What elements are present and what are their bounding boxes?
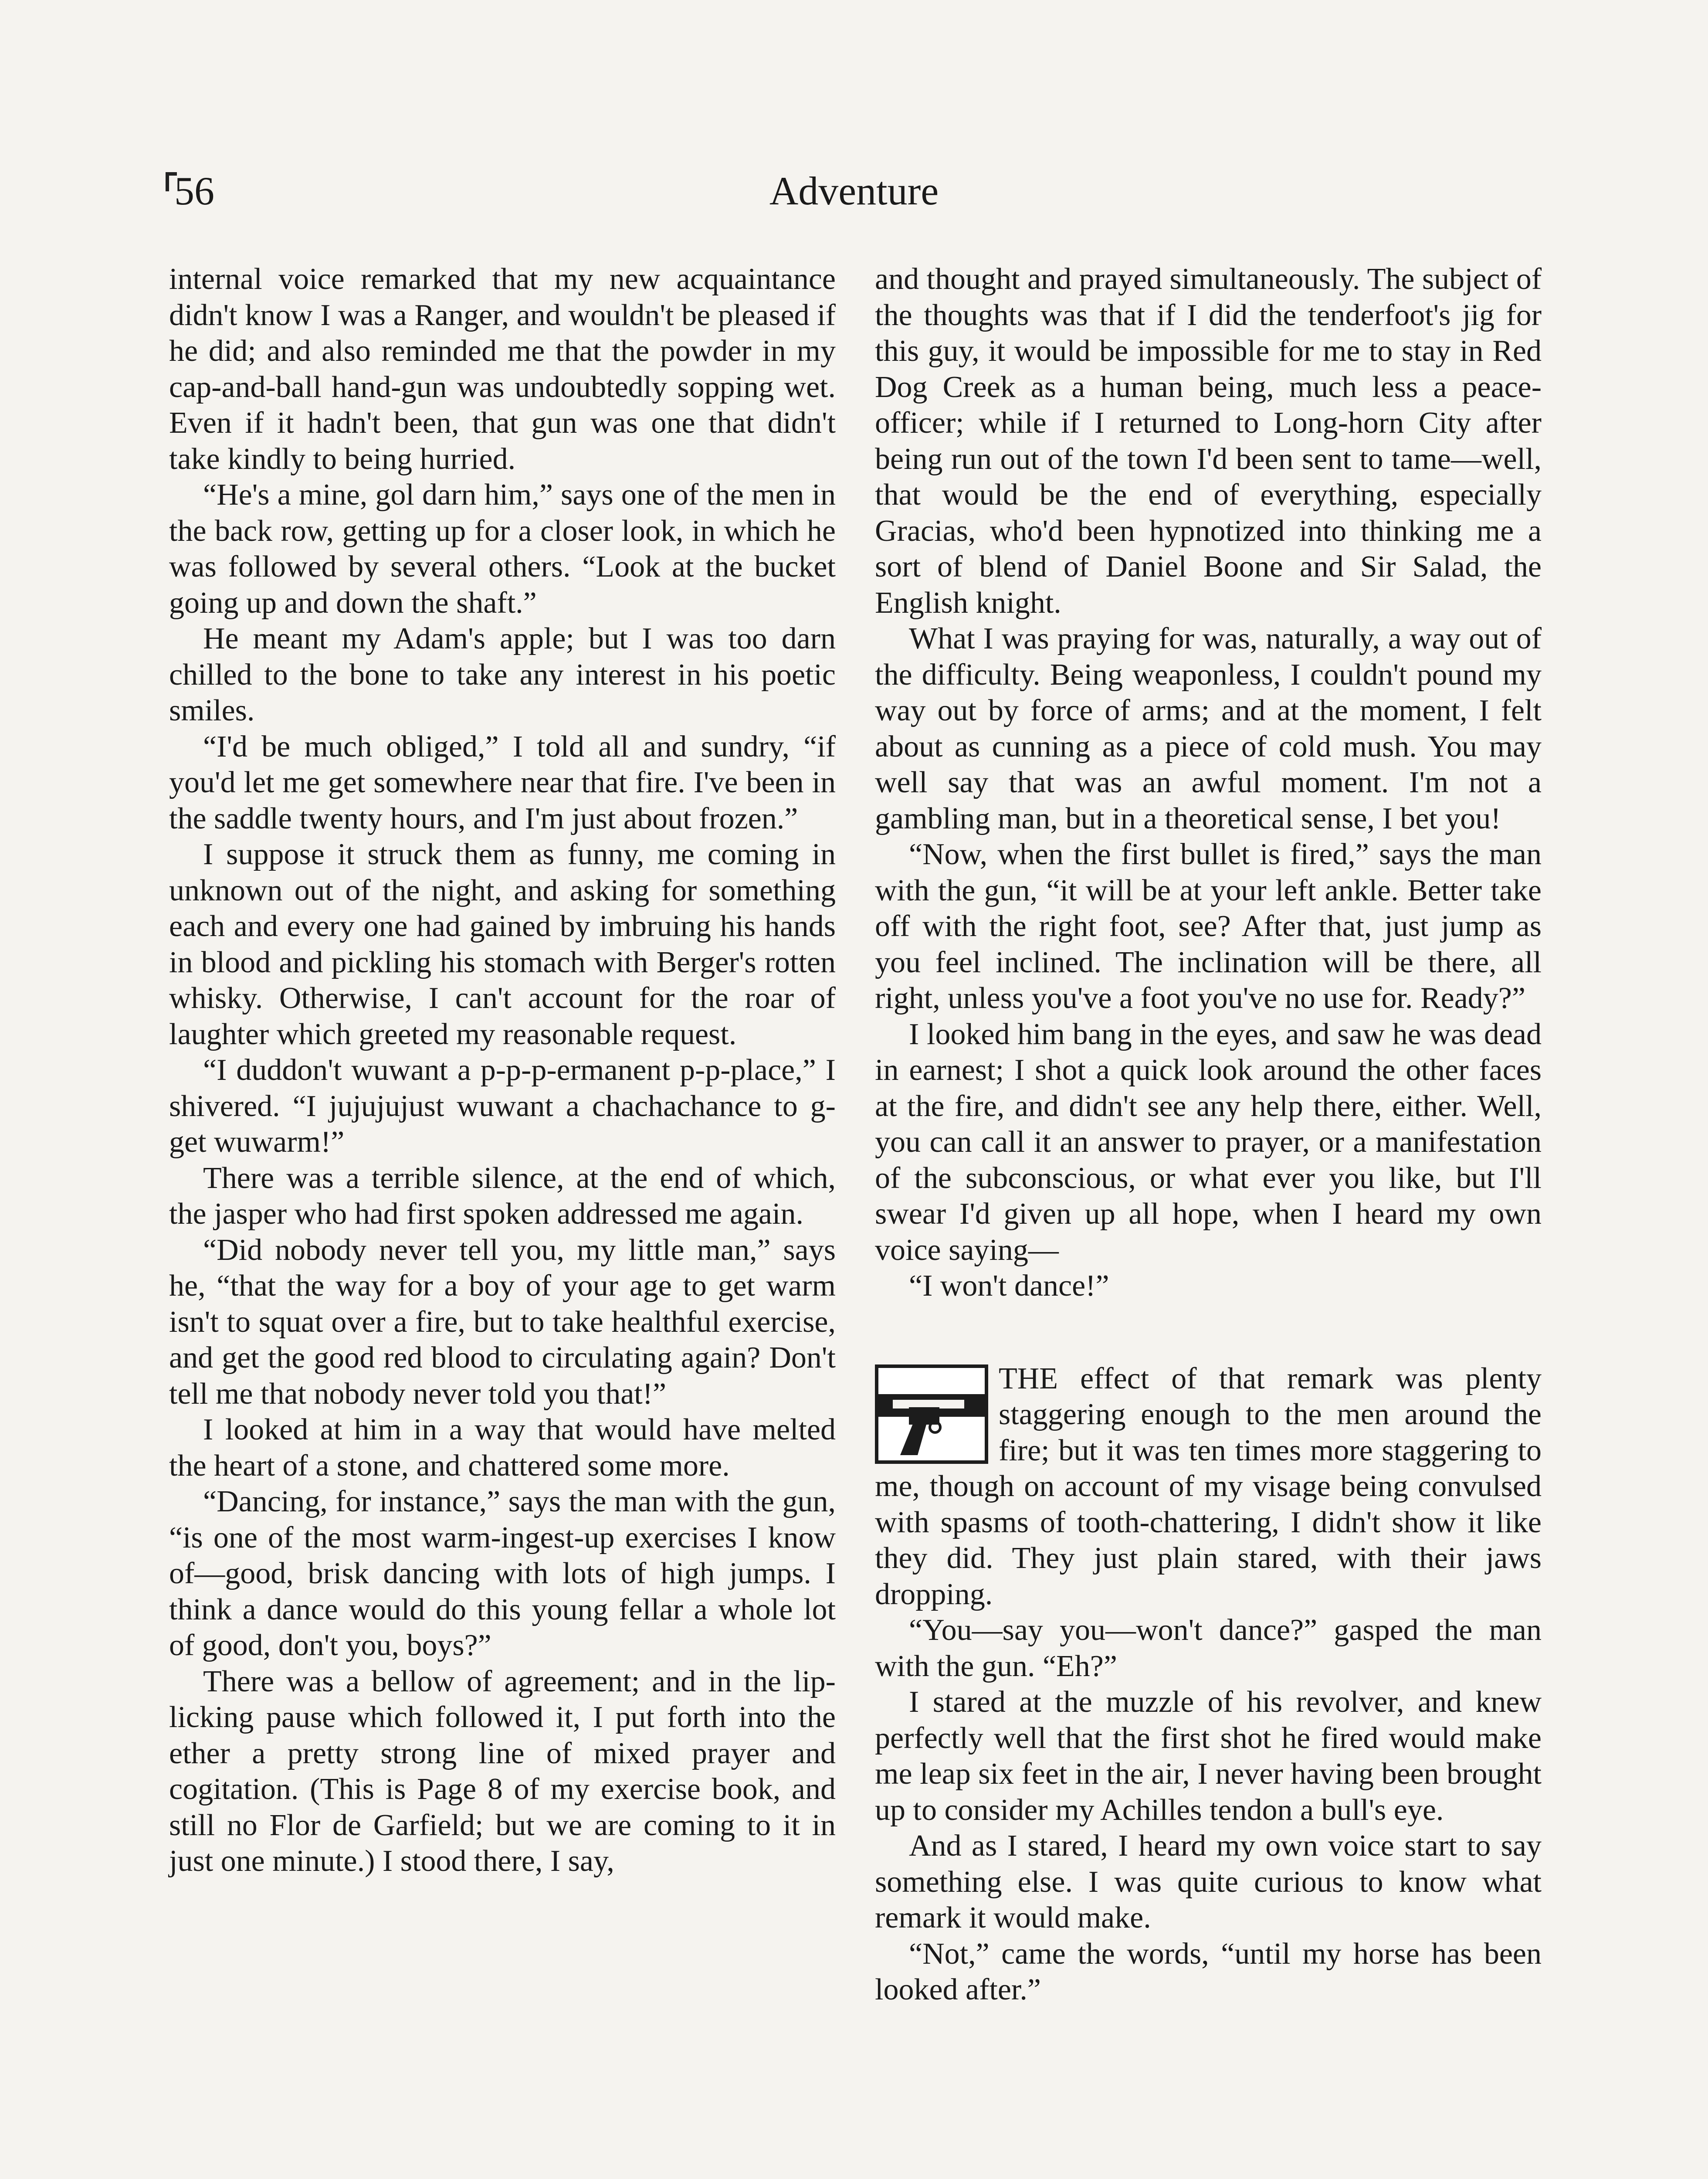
paragraph: “He's a mine, gol darn him,” says one of the men in the back row, getting up for a closer look, in which he was followed by several others. “Look at the bucket going up and down the shaft.” — [169, 478, 836, 620]
revolver-icon — [875, 1364, 988, 1464]
page-number: 56 — [174, 169, 214, 213]
left-column — [169, 261, 836, 1880]
paragraph: “Now, when the first bullet is fired,” says the man with the gun, “it will be at your left ankle. Better take off with the right foot, see? After that, just jump as you feel inclined. The inclination will be there, all right, unless you've a foot you've no use for. Ready?” — [875, 838, 1542, 1015]
paragraph: What I was praying for was, naturally, a way out of the difficulty. Being weaponless, I couldn't pound my way out by force of arms; and at the moment, I felt about as cunning as a piece of cold mush. You may well say that was an awful moment. I'm not a gambling man, but in a theoretical sense, I bet you! — [875, 622, 1542, 835]
paragraph: “Not,” came the words, “until my horse has been looked after.” — [875, 1937, 1542, 2006]
paragraph: I stared at the muzzle of his revolver, and knew perfectly well that the first shot he fired would make me leap six feet in the air, I never having been brought up to consider my Achilles tendon a bull's eye. — [875, 1685, 1542, 1827]
paragraph: He meant my Adam's apple; but I was too darn chilled to the bone to take any interest in his poetic smiles. — [169, 622, 836, 727]
paragraph: “I'd be much obliged,” I told all and sundry, “if you'd let me get somewhere near that fire. I've been in the saddle twenty hours, and I'm just about frozen.” — [169, 730, 836, 835]
paragraph: And as I stared, I heard my own voice start to say something else. I was quite curious to know what remark it would make. — [875, 1829, 1542, 1935]
section-break — [875, 1304, 1542, 1361]
paragraph: “I duddon't wuwant a p-p-p-ermanent p-p-place,” I shivered. “I jujujujust wuwant a chachachance to g-get wuwarm!” — [169, 1053, 836, 1159]
paragraph: “Did nobody never tell you, my little man,” says he, “that the way for a boy of your age to get warm isn't to squat over a fire, but to take healthful exercise, and get the good red blood to circulating again? Don't tell me that nobody never told you that!” — [169, 1233, 836, 1411]
paragraph: I looked at him in a way that would have melted the heart of a stone, and chattered some more. — [169, 1413, 836, 1483]
paragraph: “I won't dance!” — [909, 1269, 1109, 1303]
paragraph: internal voice remarked that my new acquaintance didn't know I was a Ranger, and wouldn't be pleased if he did; and also reminded me that the powder in my cap-and-ball hand-gun was undoubtedly sopping wet. Even if it hadn't been, that gun was one that didn't take kindly to being hurried. — [169, 262, 836, 476]
paragraph: and thought and prayed simultaneously. The subject of the thoughts was that if I did the tenderfoot's jig for this guy, it would be impossible for me to stay in Red Dog Creek as a human being, much less a peace-officer; while if I returned to Long-horn City after being run out of the town I'd been sent to tame—well, that would be the end of everything, especially Gracias, who'd been hypnotized into thinking me a sort of blend of Daniel Boone and Sir Salad, the English knight. — [875, 262, 1542, 620]
right-column — [875, 261, 1542, 2008]
paragraph: I looked him bang in the eyes, and saw he was dead in earnest; I shot a quick look around the other faces at the fire, and didn't see any help there, either. Well, you can call it an answer to prayer, or a manifestation of the subconscious, or what ever you like, but I'll swear I'd given up all hope, when I heard my own voice saying— — [875, 1017, 1542, 1267]
paragraph: “Dancing, for instance,” says the man with the gun, “is one of the most warm-ingest-up exercises I know of—good, brisk dancing with lots of high jumps. I think a dance would do this young fellar a whole lot of good, don't you, boys?” — [169, 1485, 836, 1662]
paragraph: “You—say you—won't dance?” gasped the man with the gun. “Eh?” — [875, 1613, 1542, 1683]
paragraph: There was a terrible silence, at the end of which, the jasper who had first spoken addressed me again. — [169, 1161, 836, 1231]
paragraph: There was a bellow of agreement; and in the lip-licking pause which followed it, I put forth into the ether a pretty strong line of mixed prayer and cogitation. (This is Page 8 of my exercise book, and still no Flor de Garfield; but we are coming to it in just one minute.) I stood there, I say, — [169, 1664, 836, 1878]
page-header — [166, 168, 1542, 229]
paragraph: I suppose it struck them as funny, me coming in unknown out of the night, and asking for something each and every one had gained by imbruing his hands in blood and pickling his stomach with Berger's rotten whisky. Otherwise, I can't account for the roar of laughter which greeted my reasonable request. — [169, 838, 836, 1051]
running-title: Adventure — [769, 169, 939, 213]
paragraph: THE effect of that remark was plenty staggering enough to the men around the fire; but it was ten times more staggering to me, though on account of my visage being convulsed with spasms of tooth-chattering, I didn't show it like they did. They just plain stared, with their jaws dropping. — [875, 1361, 1542, 1611]
